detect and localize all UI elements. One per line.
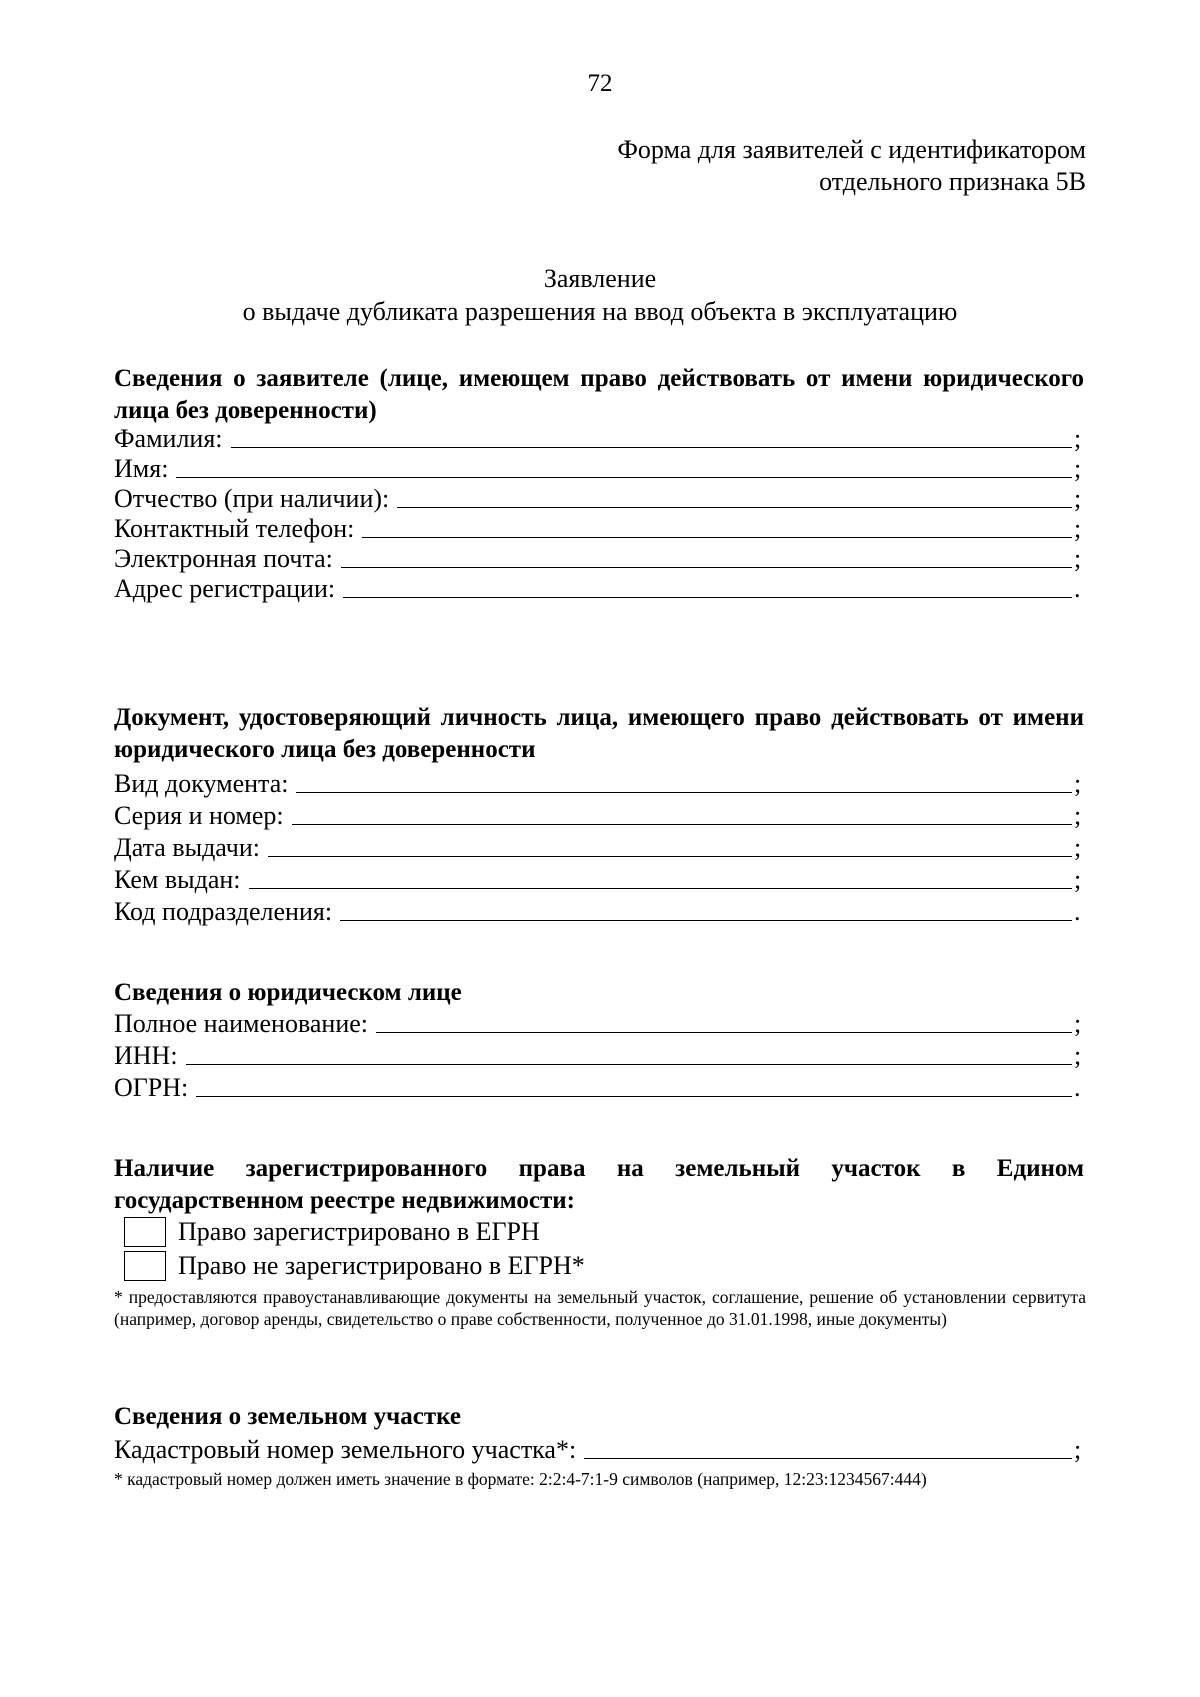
- field-end: ;: [1074, 1435, 1082, 1464]
- field-row-division-code: [114, 896, 1086, 928]
- field-end: ;: [1074, 801, 1082, 830]
- address-input[interactable]: [343, 573, 1072, 598]
- field-row-series-number: [114, 800, 1086, 832]
- field-row-doc-type: [114, 768, 1086, 800]
- field-end: ;: [1074, 544, 1082, 573]
- full-name-input[interactable]: [376, 1008, 1072, 1033]
- field-end: ;: [1074, 424, 1082, 453]
- field-label: Полное наименование:: [114, 1009, 369, 1038]
- field-row-name: [114, 453, 1086, 485]
- field-end: .: [1074, 1073, 1081, 1102]
- option-registered[interactable]: [124, 1216, 540, 1248]
- issued-by-input[interactable]: [249, 864, 1073, 889]
- option-label: Право зарегистрировано в ЕГРН: [178, 1217, 540, 1246]
- field-label: Дата выдачи:: [114, 833, 261, 862]
- field-end: ;: [1074, 514, 1082, 543]
- option-label: Право не зарегистрировано в ЕГРН*: [178, 1251, 585, 1280]
- form-tag-line1: Форма для заявителей с идентификатором: [617, 135, 1086, 164]
- land-plot-heading: Сведения о земельном участке: [114, 1403, 461, 1430]
- field-label: Серия и номер:: [114, 801, 284, 830]
- form-tag: [617, 134, 1086, 198]
- form-tag-line2: отдельного признака 5В: [819, 167, 1086, 196]
- identity-doc-heading: Документ, удостоверяющий личность лица, имеющего право действовать от имени юридического лица без доверенности: [114, 704, 1084, 763]
- field-label: ОГРН:: [114, 1073, 189, 1102]
- field-row-surname: [114, 423, 1086, 455]
- land-right-footnote: * предоставляются правоустанавливающие документы на земельный участок, соглашение, решение об установлении сервитута (например, договор аренды, свидетельство о праве собственности, полученное до 31.01.1998, иные документы): [114, 1287, 1086, 1329]
- cadastral-footnote: * кадастровый номер должен иметь значение в формате: 2:2:4-7:1-9 символов (например, 12:23:1234567:444): [114, 1469, 927, 1489]
- option-not-registered[interactable]: [124, 1250, 585, 1282]
- field-label: Адрес регистрации:: [114, 574, 336, 603]
- field-label: Фамилия:: [114, 424, 223, 453]
- patronymic-input[interactable]: [397, 483, 1072, 508]
- field-row-phone: [114, 513, 1086, 545]
- field-end: ;: [1074, 484, 1082, 513]
- page-number: 72: [587, 70, 613, 97]
- issue-date-input[interactable]: [268, 832, 1072, 857]
- field-end: ;: [1074, 1009, 1082, 1038]
- legal-entity-heading: Сведения о юридическом лице: [114, 979, 462, 1006]
- field-label: Кадастровый номер земельного участка*:: [114, 1435, 577, 1464]
- phone-input[interactable]: [362, 513, 1072, 538]
- field-label: Вид документа:: [114, 769, 289, 798]
- registered-checkbox[interactable]: [124, 1217, 166, 1247]
- applicant-heading: Сведения о заявителе (лице, имеющем право действовать от имени юридического лица без доверенности): [114, 365, 1084, 424]
- title-line2: о выдаче дубликата разрешения на ввод объекта в эксплуатацию: [242, 297, 958, 326]
- field-end: ;: [1074, 833, 1082, 862]
- inn-input[interactable]: [186, 1040, 1072, 1065]
- cadastral-number-input[interactable]: [584, 1434, 1072, 1459]
- field-label: Отчество (при наличии):: [114, 484, 390, 513]
- field-row-ogrn: [114, 1072, 1086, 1104]
- document-title: [0, 262, 1200, 328]
- field-end: ;: [1074, 1041, 1082, 1070]
- doc-type-input[interactable]: [296, 768, 1072, 793]
- field-row-cadastral-number: [114, 1434, 1086, 1466]
- field-end: ;: [1074, 865, 1082, 894]
- field-label: Код подразделения:: [114, 897, 333, 926]
- division-code-input[interactable]: [340, 896, 1072, 921]
- email-input[interactable]: [341, 543, 1072, 568]
- title-line1: Заявление: [543, 264, 657, 293]
- field-row-issued-by: [114, 864, 1086, 896]
- field-label: Имя:: [114, 454, 169, 483]
- field-row-address: [114, 573, 1086, 605]
- surname-input[interactable]: [231, 423, 1072, 448]
- field-label: Контактный телефон:: [114, 514, 355, 543]
- not-registered-checkbox[interactable]: [124, 1251, 166, 1281]
- ogrn-input[interactable]: [196, 1072, 1072, 1097]
- field-row-email: [114, 543, 1086, 575]
- field-row-full-name: [114, 1008, 1086, 1040]
- field-row-inn: [114, 1040, 1086, 1072]
- field-end: .: [1074, 574, 1081, 603]
- field-end: ;: [1074, 454, 1082, 483]
- field-end: ;: [1074, 769, 1082, 798]
- field-row-issue-date: [114, 832, 1086, 864]
- series-number-input[interactable]: [292, 800, 1072, 825]
- field-row-patronymic: [114, 483, 1086, 515]
- field-label: Электронная почта:: [114, 544, 333, 573]
- field-label: ИНН:: [114, 1041, 178, 1070]
- land-right-heading: Наличие зарегистрированного права на земельный участок в Едином государственном реестре недвижимости:: [114, 1155, 1084, 1214]
- name-input[interactable]: [176, 453, 1072, 478]
- field-label: Кем выдан:: [114, 865, 241, 894]
- field-end: .: [1074, 897, 1081, 926]
